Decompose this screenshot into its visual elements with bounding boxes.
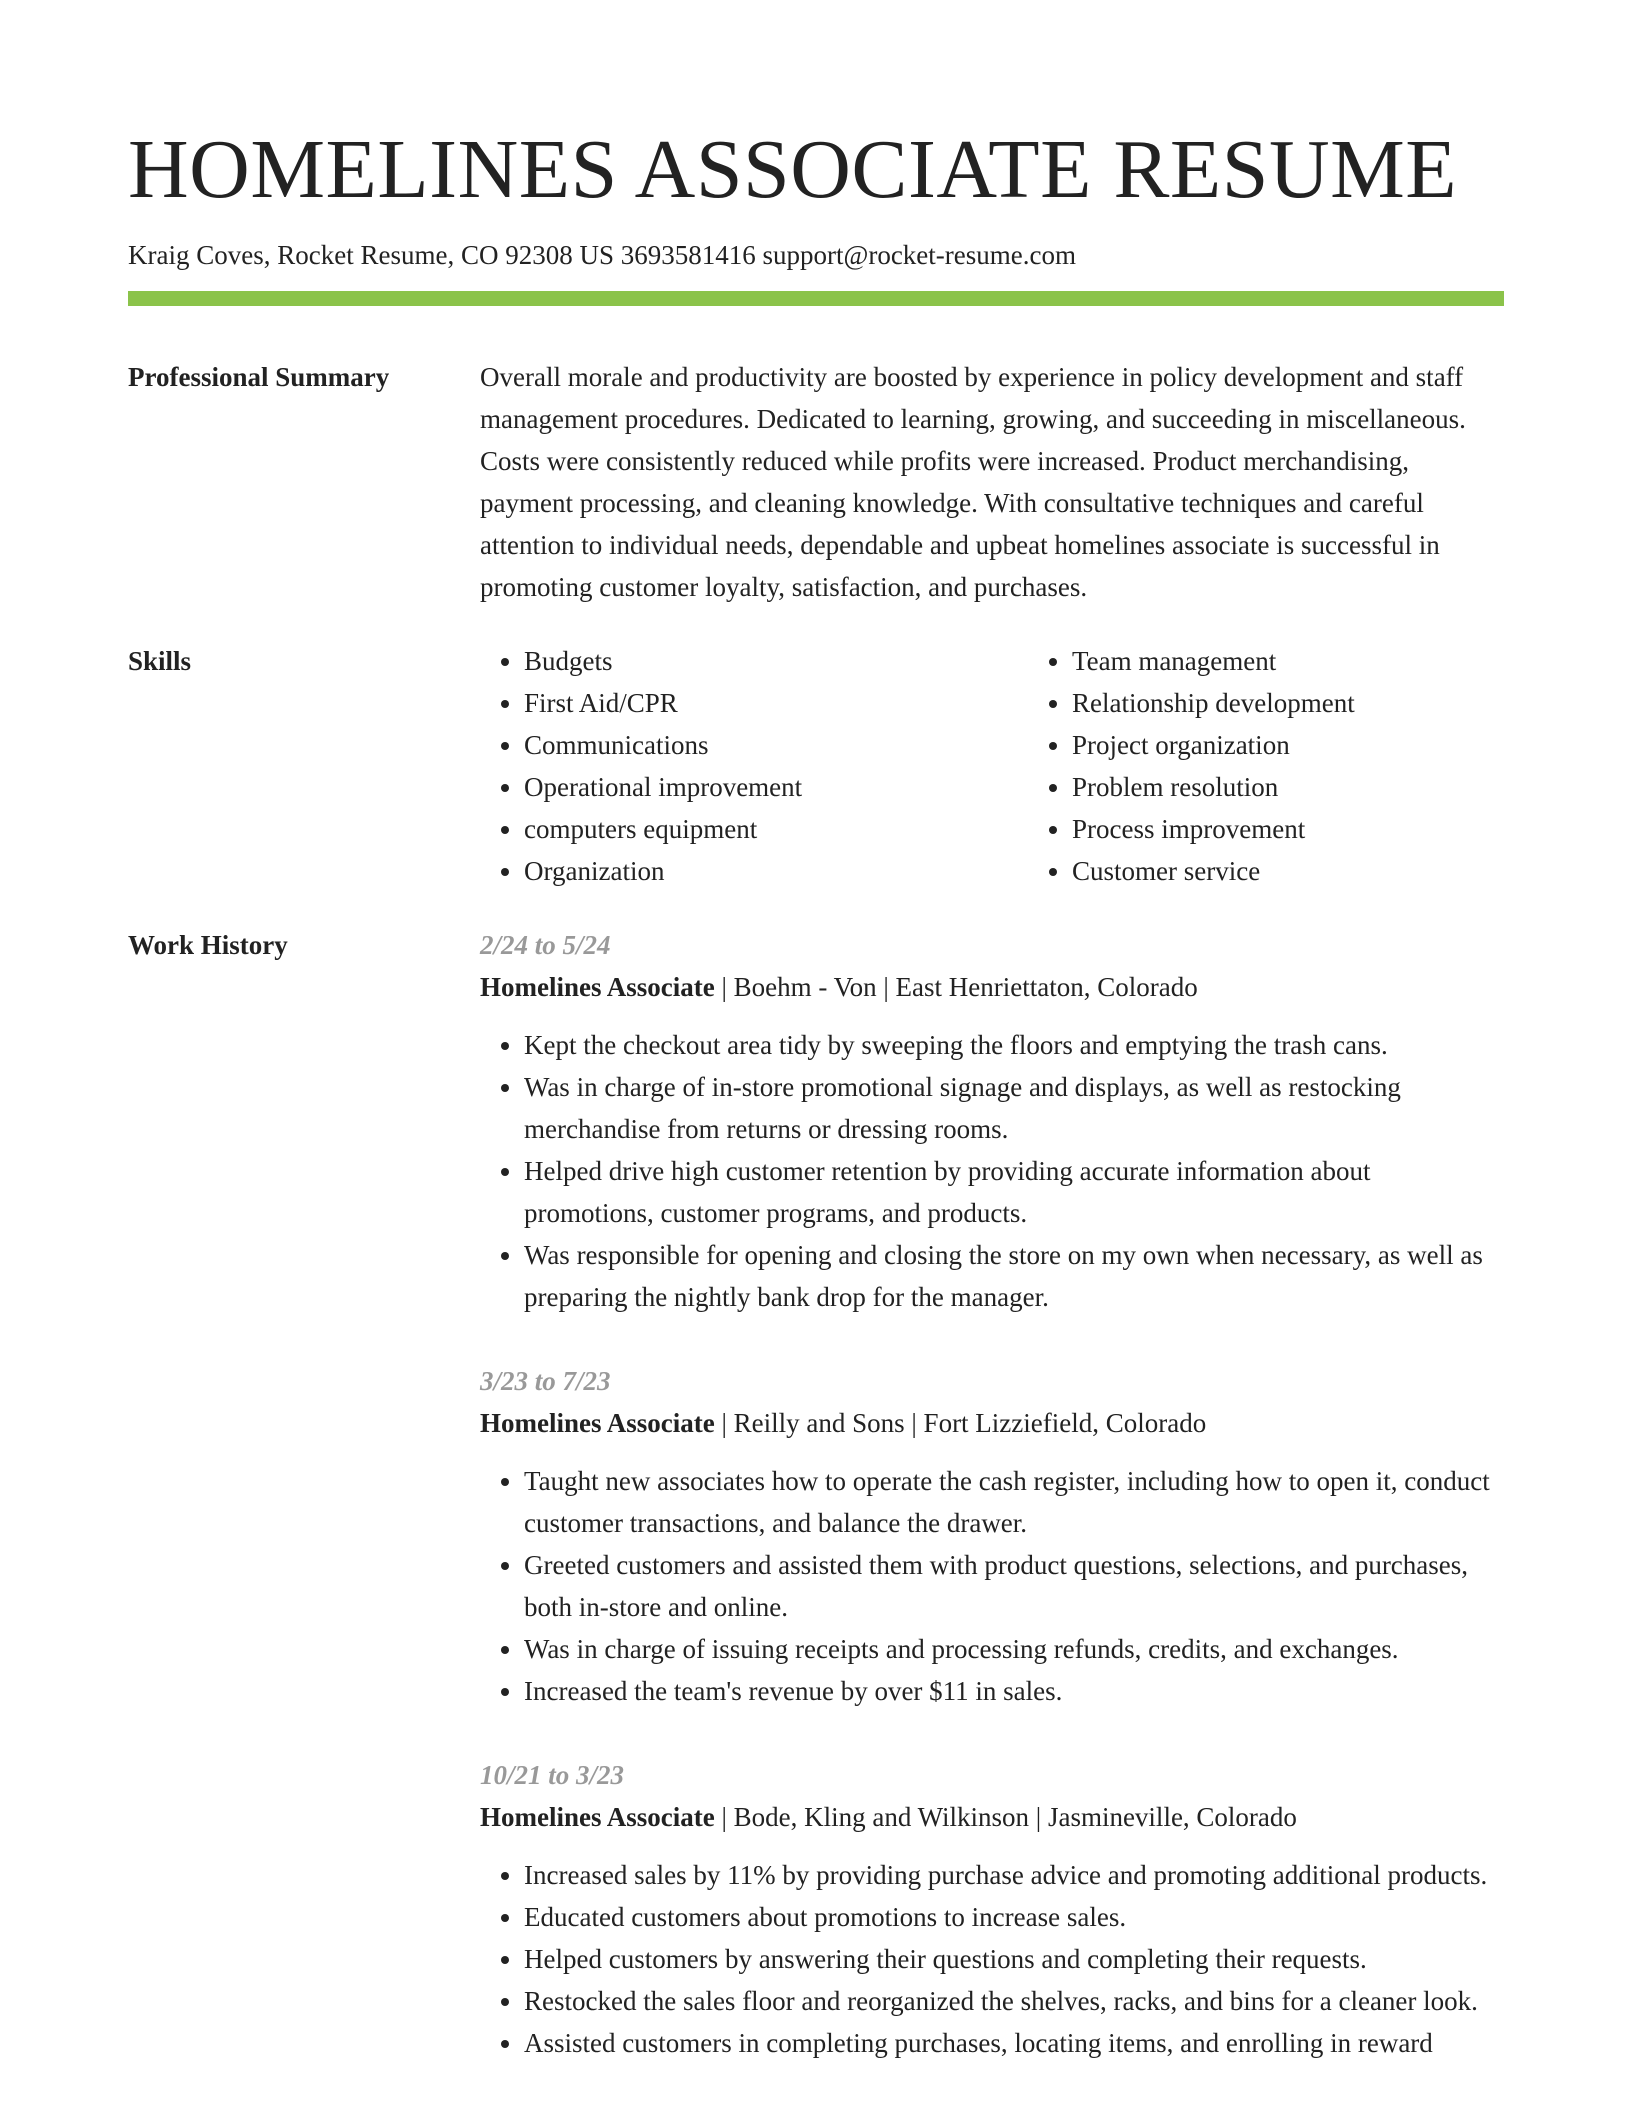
resume-title: HOMELINES ASSOCIATE RESUME — [128, 123, 1458, 216]
contact-line: Kraig Coves, Rocket Resume, CO 92308 US 3693581416 support@rocket-resume.com — [128, 240, 1076, 270]
skill-item: • Operational improvement — [524, 766, 1028, 808]
job-heading — [480, 1402, 1504, 1444]
skills-list-right — [1028, 640, 1576, 892]
skill-item: • Communications — [524, 724, 1028, 766]
job-bullets — [480, 1024, 1504, 1318]
skill-item: • computers equipment — [524, 808, 1028, 850]
job-bullet: • Greeted customers and assisted them with product questions, selections, and purchases, both in-store and online. — [524, 1544, 1504, 1628]
job-dates: 2/24 to 5/24 — [480, 930, 611, 960]
job-title: Homelines Associate — [480, 1408, 715, 1438]
skill-item: • Project organization — [1072, 724, 1576, 766]
job-entry — [480, 924, 1504, 1318]
job-bullet: • Restocked the sales floor and reorganized the shelves, racks, and bins for a cleaner look. — [524, 1980, 1504, 2022]
skills-columns — [480, 640, 1576, 892]
job-bullet: • Kept the checkout area tidy by sweeping the floors and emptying the trash cans. — [524, 1024, 1504, 1066]
job-bullet: • Assisted customers in completing purchases, locating items, and enrolling in reward — [524, 2022, 1504, 2064]
job-bullet: • Was responsible for opening and closing the store on my own when necessary, as well as preparing the nightly bank drop for the manager. — [524, 1234, 1504, 1318]
job-bullet: • Helped drive high customer retention by providing accurate information about promotions, customer programs, and products. — [524, 1150, 1504, 1234]
job-heading — [480, 1796, 1504, 1838]
job-bullet: • Increased the team's revenue by over $11 in sales. — [524, 1670, 1504, 1712]
job-bullet: • Helped customers by answering their questions and completing their requests. — [524, 1938, 1504, 1980]
work-history-section — [128, 924, 1504, 2106]
skills-section — [128, 640, 1504, 892]
job-bullets — [480, 1460, 1504, 1712]
job-details: | Reilly and Sons | Fort Lizziefield, Colorado — [714, 1408, 1207, 1438]
job-entry — [480, 1754, 1504, 2064]
job-bullet: • Was in charge of in-store promotional signage and displays, as well as restocking merchandise from returns or dressing rooms. — [524, 1066, 1504, 1150]
job-bullet: • Was in charge of issuing receipts and processing refunds, credits, and exchanges. — [524, 1628, 1504, 1670]
job-details: | Boehm - Von | East Henriettaton, Colorado — [714, 972, 1198, 1002]
job-bullet: • Increased sales by 11% by providing purchase advice and promoting additional products. — [524, 1854, 1504, 1896]
skill-item: • Team management — [1072, 640, 1576, 682]
skill-item: • Customer service — [1072, 850, 1576, 892]
skill-item: • Problem resolution — [1072, 766, 1576, 808]
skill-item: • Relationship development — [1072, 682, 1576, 724]
summary-text: Overall morale and productivity are boosted by experience in policy development and staff management procedures. Dedicated to learning, growing, and succeeding in miscellaneous. Costs were consistently reduced while profits were increased. Product merchandising, payment processing, and cleaning knowledge. With consultative techniques and careful attention to individual needs, dependable and upbeat homelines associate is successful in promoting customer loyalty, satisfaction, and purchases. — [480, 362, 1466, 602]
resume-page — [128, 0, 1504, 2106]
job-dates: 3/23 to 7/23 — [480, 1366, 611, 1396]
job-title: Homelines Associate — [480, 972, 715, 1002]
job-bullet: • Educated customers about promotions to increase sales. — [524, 1896, 1504, 1938]
professional-summary-section — [128, 356, 1504, 608]
accent-divider — [128, 291, 1504, 306]
section-label-summary: Professional Summary — [128, 362, 390, 392]
section-label-work-history: Work History — [128, 930, 288, 960]
skills-list-left — [480, 640, 1028, 892]
skill-item: • Process improvement — [1072, 808, 1576, 850]
skill-item: • Budgets — [524, 640, 1028, 682]
job-dates: 10/21 to 3/23 — [480, 1760, 625, 1790]
job-entry — [480, 1360, 1504, 1712]
job-title: Homelines Associate — [480, 1802, 715, 1832]
job-bullets — [480, 1854, 1504, 2064]
section-label-skills: Skills — [128, 646, 192, 676]
job-heading — [480, 966, 1504, 1008]
job-details: | Bode, Kling and Wilkinson | Jasmineville, Colorado — [714, 1802, 1297, 1832]
job-bullet: • Taught new associates how to operate the cash register, including how to open it, conduct customer transactions, and balance the drawer. — [524, 1460, 1504, 1544]
skill-item: • First Aid/CPR — [524, 682, 1028, 724]
skill-item: • Organization — [524, 850, 1028, 892]
